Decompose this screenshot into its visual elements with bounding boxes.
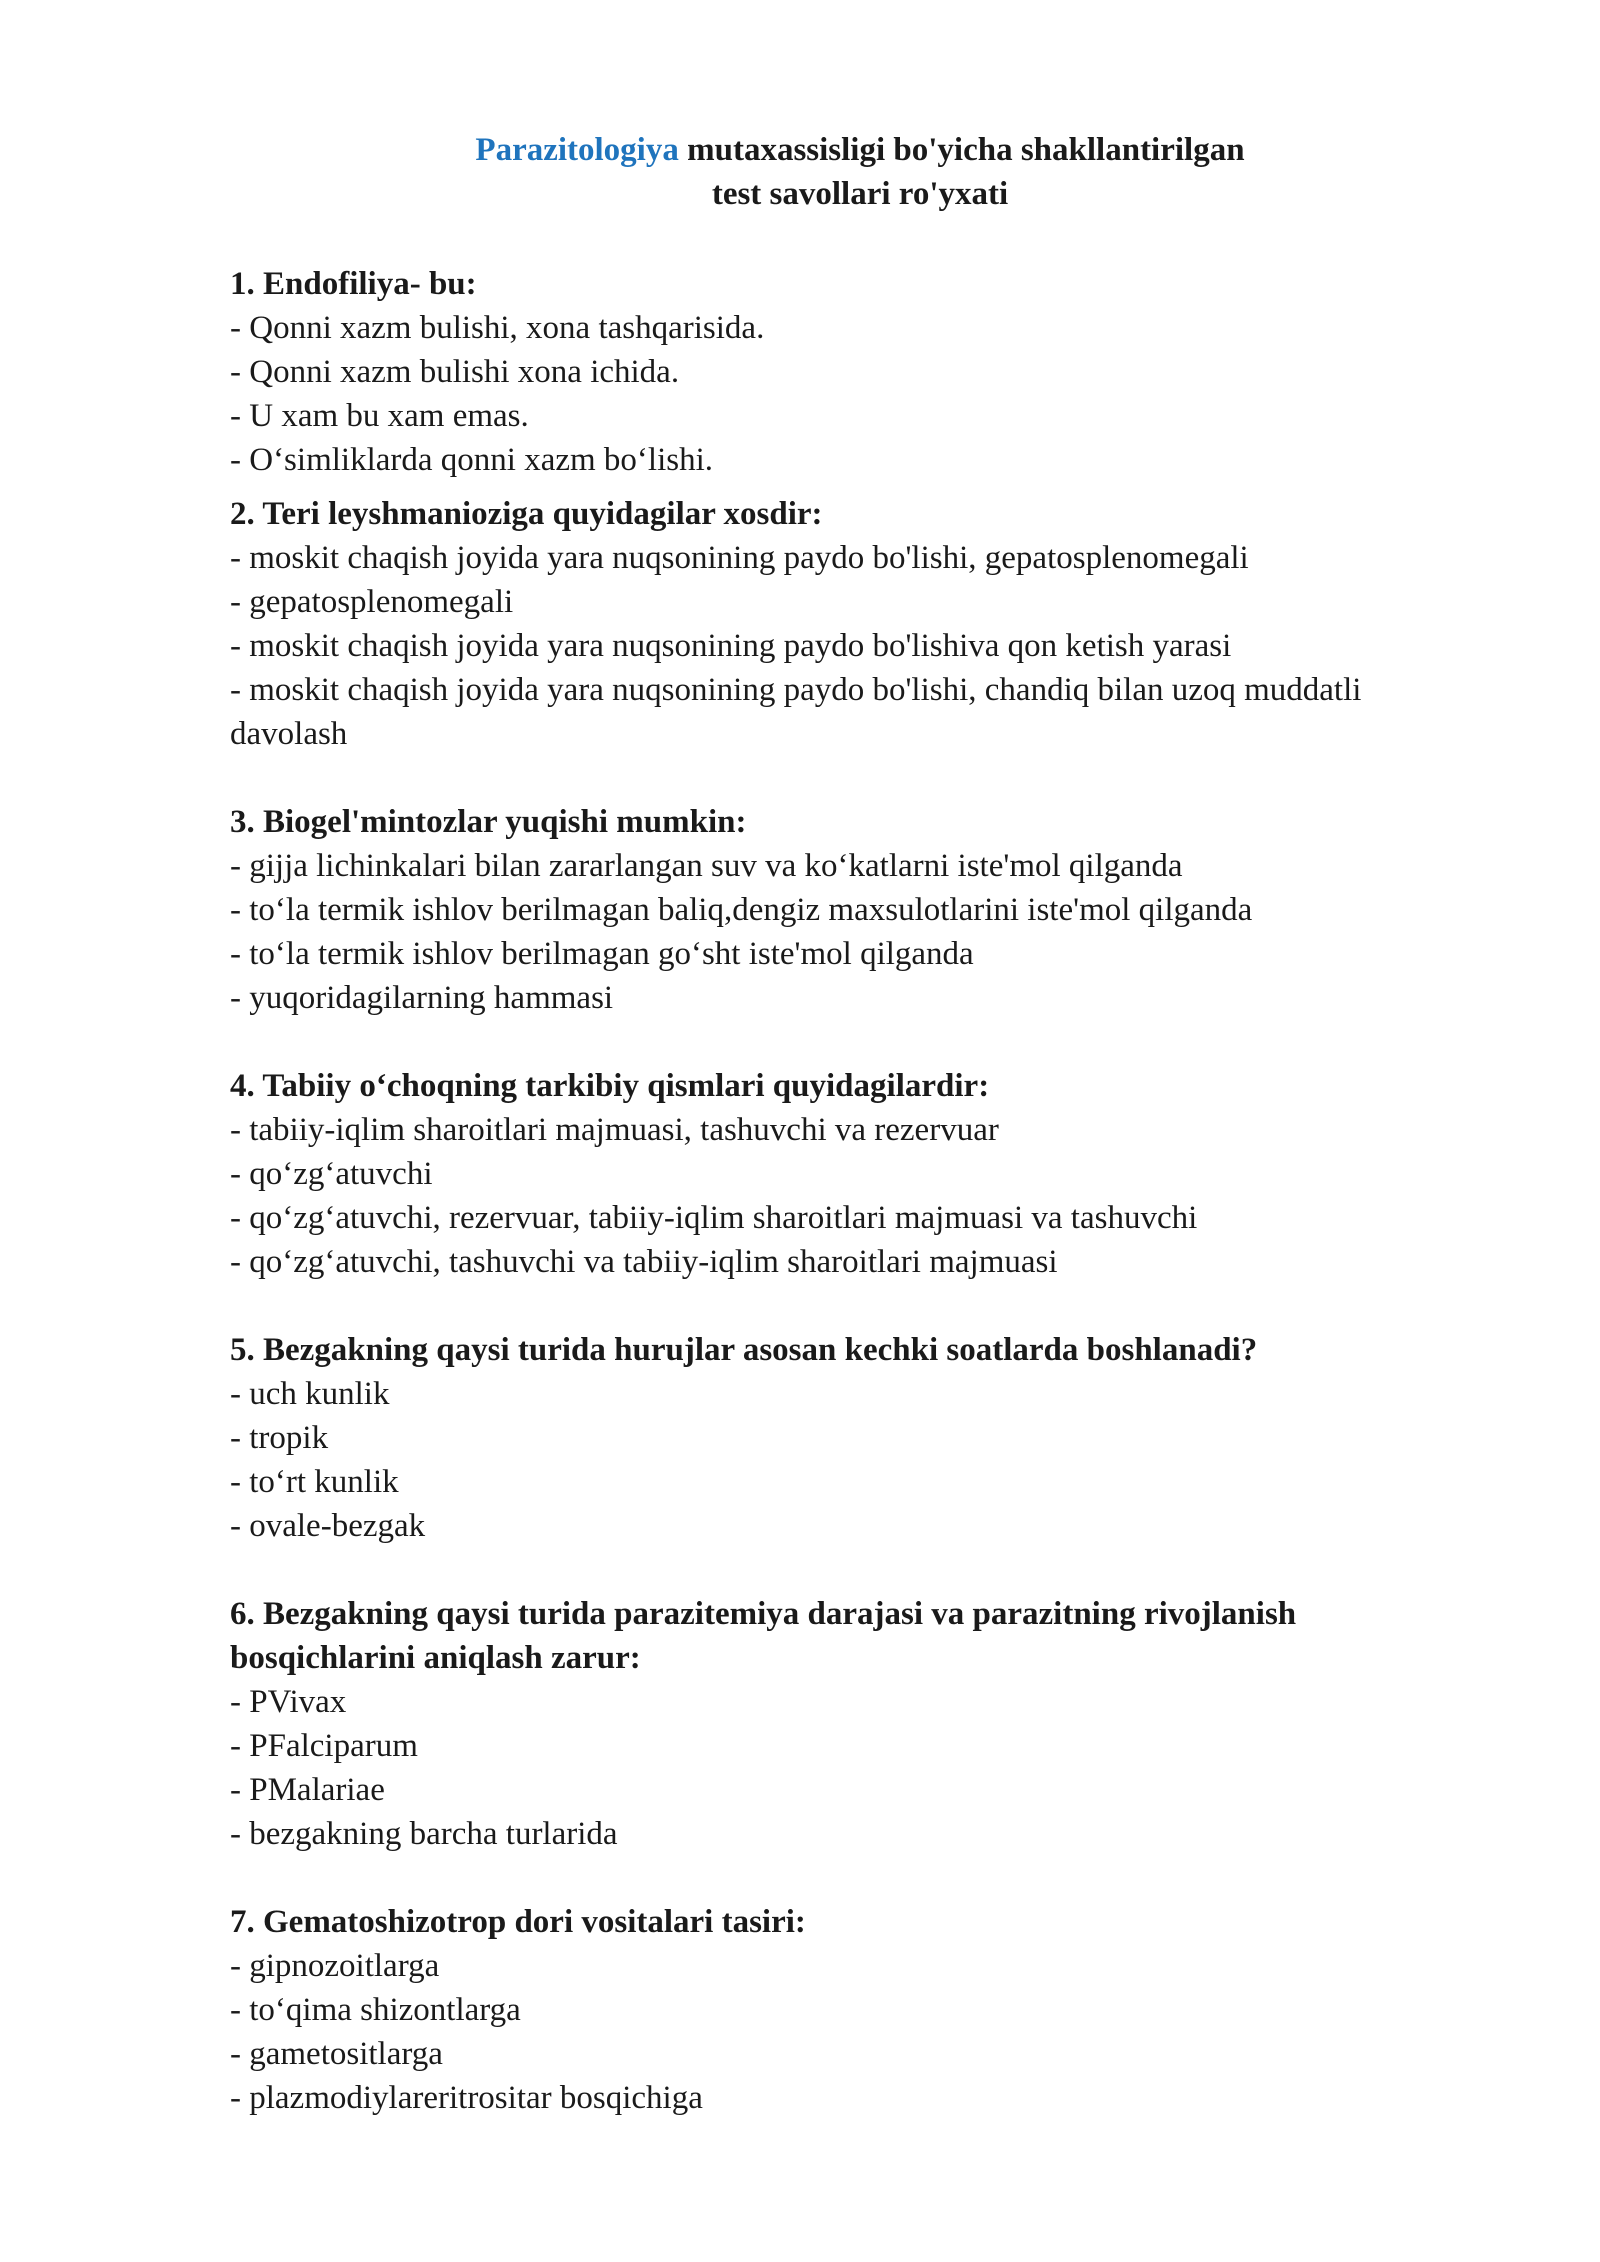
answer-option: - to‘la termik ishlov berilmagan baliq,dengiz maxsulotlarini iste'mol qilganda (230, 892, 1253, 928)
answer-option: - O‘simliklarda qonni xazm bo‘lishi. (230, 442, 713, 478)
question-3 (230, 800, 1470, 1020)
spacer (230, 482, 1470, 492)
answer-option: - Qonni xazm bulishi, xona tashqarisida. (230, 310, 765, 346)
question-6 (230, 1592, 1470, 1856)
question-heading: 2. Teri leyshmanioziga quyidagilar xosdir: (230, 496, 823, 532)
answer-option: - gijja lichinkalari bilan zararlangan suv va ko‘katlarni iste'mol qilganda (230, 848, 1183, 884)
question-heading: 4. Tabiiy o‘choqning tarkibiy qismlari quyidagilardir: (230, 1068, 990, 1104)
answer-option: - gipnozoitlarga (230, 1948, 440, 1984)
question-5 (230, 1328, 1470, 1548)
answer-option: - Qonni xazm bulishi xona ichida. (230, 354, 680, 390)
spacer (230, 1020, 1470, 1064)
answer-option: - to‘la termik ishlov berilmagan go‘sht iste'mol qilganda (230, 936, 974, 972)
question-heading: 6. Bezgakning qaysi turida parazitemiya darajasi va parazitning rivojlanish bosqichlarini aniqlash zarur: (230, 1596, 1297, 1676)
title-line-1 (0, 128, 1600, 172)
spacer (230, 1856, 1470, 1900)
answer-option: - PMalariae (230, 1772, 385, 1808)
question-2 (230, 492, 1470, 756)
question-heading: 5. Bezgakning qaysi turida hurujlar asosan kechki soatlarda boshlanadi? (230, 1332, 1258, 1368)
answer-option: - to‘qima shizontlarga (230, 1992, 521, 2028)
spacer (230, 1548, 1470, 1592)
question-1 (230, 262, 1470, 482)
answer-option: - ovale-bezgak (230, 1508, 426, 1544)
answer-option: - qo‘zg‘atuvchi, tashuvchi va tabiiy-iqlim sharoitlari majmuasi (230, 1244, 1058, 1280)
answer-option: - to‘rt kunlik (230, 1464, 399, 1500)
answer-option: - U xam bu xam emas. (230, 398, 529, 434)
answer-option: - yuqoridagilarning hammasi (230, 980, 614, 1016)
question-4 (230, 1064, 1470, 1284)
title-line-2: test savollari ro'yxati (711, 176, 1009, 212)
answer-option: - qo‘zg‘atuvchi, rezervuar, tabiiy-iqlim sharoitlari majmuasi va tashuvchi (230, 1200, 1198, 1236)
answer-option: - tabiiy-iqlim sharoitlari majmuasi, tashuvchi va rezervuar (230, 1112, 999, 1148)
answer-option: - uch kunlik (230, 1376, 390, 1412)
answer-option: - moskit chaqish joyida yara nuqsonining paydo bo'lishi, chandiq bilan uzoq muddatli davolash (230, 672, 1362, 752)
answer-option: - moskit chaqish joyida yara nuqsonining paydo bo'lishiva qon ketish yarasi (230, 628, 1232, 664)
answer-option: - gepatosplenomegali (230, 584, 514, 620)
title-accent: Parazitologiya (475, 132, 679, 168)
answer-option: - moskit chaqish joyida yara nuqsonining paydo bo'lishi, gepatosplenomegali (230, 540, 1249, 576)
answer-option: - PVivax (230, 1684, 347, 1720)
question-heading: 3. Biogel'mintozlar yuqishi mumkin: (230, 804, 747, 840)
answer-option: - gametositlarga (230, 2036, 443, 2072)
answer-option: - plazmodiylareritrositar bosqichiga (230, 2080, 703, 2116)
title-rest: mutaxassisligi bo'yicha shakllantirilgan (678, 132, 1245, 168)
spacer (230, 1284, 1470, 1328)
answer-option: - bezgakning barcha turlarida (230, 1816, 618, 1852)
question-list (230, 262, 1470, 2120)
answer-option: - tropik (230, 1420, 329, 1456)
answer-option: - PFalciparum (230, 1728, 418, 1764)
question-heading: 1. Endofiliya- bu: (230, 266, 477, 302)
question-7 (230, 1900, 1470, 2120)
question-heading: 7. Gematoshizotrop dori vositalari tasiri: (230, 1904, 806, 1940)
answer-option: - qo‘zg‘atuvchi (230, 1156, 433, 1192)
spacer (230, 756, 1470, 800)
document-title (0, 128, 1600, 216)
